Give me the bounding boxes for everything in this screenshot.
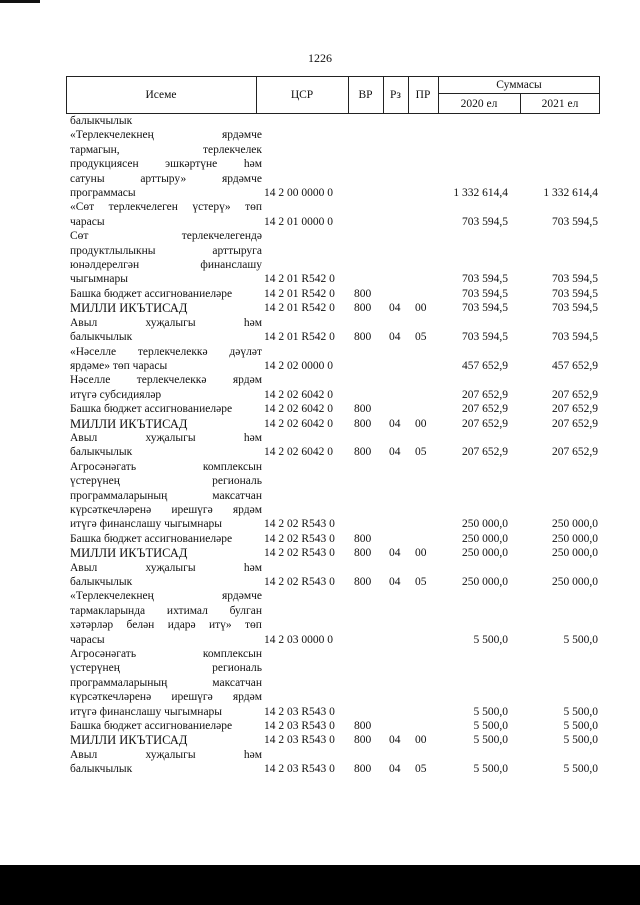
- row-vr: 800: [354, 576, 372, 588]
- row-name-line: Агросәнәгать комплексын: [70, 648, 262, 661]
- row-name-line: чыгымнары: [70, 273, 128, 286]
- row-code: 14 2 02 6042 0: [264, 403, 333, 416]
- row-value-2020: 1 332 614,4: [453, 187, 508, 200]
- row-rz: 04: [389, 547, 401, 560]
- row-name: [66, 561, 262, 590]
- row-code: 14 2 01 R542 0: [264, 273, 335, 286]
- row-name-line: тармагын, терлекчелек: [70, 143, 262, 156]
- row-vr: 800: [354, 734, 372, 747]
- row-vr: 800: [354, 532, 372, 545]
- row-name-line: ярдәме» төп чарасы: [70, 359, 168, 372]
- table-row: [66, 316, 600, 345]
- row-rz: 04: [389, 331, 401, 344]
- row-name: [66, 431, 262, 460]
- row-code: 14 2 01 R542 0: [264, 331, 335, 344]
- row-name-line: «Терлекчелекнең ярдәмче: [70, 590, 262, 603]
- row-name: [66, 316, 262, 345]
- row-value-2020: 703 594,5: [462, 215, 508, 228]
- row-vr: 800: [354, 547, 372, 560]
- row-name: [66, 301, 262, 315]
- row-value-2021: 703 594,5: [552, 287, 598, 300]
- row-vr: 800: [354, 446, 372, 459]
- row-vr: 800: [354, 720, 372, 733]
- table-row: [66, 373, 600, 402]
- table-body: [66, 114, 600, 777]
- row-pr: 05: [415, 576, 427, 588]
- row-name-line: сатуны арттыру» ярдәмче: [70, 172, 262, 185]
- row-pr: 05: [415, 763, 427, 776]
- row-name-line: күрсәткечләренә ирешүгә ярдәм: [70, 691, 262, 704]
- row-value-2021: 457 652,9: [552, 359, 598, 372]
- row-name-line: үстерүнең региональ: [70, 475, 262, 488]
- row-pr: 00: [415, 734, 427, 747]
- row-value-2020: 5 500,0: [473, 763, 508, 776]
- row-name: [66, 719, 262, 733]
- row-value-2021: 250 000,0: [552, 518, 598, 531]
- row-value-2021: 703 594,5: [552, 302, 598, 315]
- row-name: [66, 229, 262, 287]
- row-code: 14 2 03 0000 0: [264, 633, 333, 646]
- row-value-2020: 207 652,9: [462, 446, 508, 459]
- table-row: [66, 733, 600, 747]
- row-value-2020: 207 652,9: [462, 403, 508, 416]
- row-name-line: МИЛЛИ ИКЪТИСАД: [70, 416, 188, 431]
- row-value-2020: 5 500,0: [473, 734, 508, 747]
- table-row: [66, 532, 600, 546]
- header-vr: ВР: [358, 89, 373, 101]
- row-rz: 04: [389, 302, 401, 315]
- row-code: 14 2 02 6042 0: [264, 388, 333, 401]
- row-value-2021: 703 594,5: [552, 215, 598, 228]
- row-name-line: үстерүнең региональ: [70, 662, 262, 675]
- row-name-line: итүгә финанслашу чыгымнары: [70, 705, 223, 718]
- row-value-2021: 5 500,0: [563, 633, 598, 646]
- row-value-2020: 5 500,0: [473, 720, 508, 733]
- row-code: 14 2 02 R543 0: [264, 518, 335, 531]
- row-name-line: «Терлекчелекнең ярдәмче: [70, 129, 262, 142]
- header-name: Исеме: [145, 89, 177, 101]
- row-value-2020: 703 594,5: [462, 302, 508, 315]
- bottom-scan-edge: [0, 865, 640, 905]
- row-name: [66, 589, 262, 647]
- row-rz: 04: [389, 576, 401, 588]
- row-value-2020: 5 500,0: [473, 633, 508, 646]
- page-number: 1226: [308, 51, 332, 65]
- row-value-2021: 207 652,9: [552, 403, 598, 416]
- row-vr: 800: [354, 331, 372, 344]
- row-name-line: «Сөт терлекчелеген үстерү» төп: [70, 201, 262, 214]
- table-row: [66, 748, 600, 777]
- row-name-line: юнәлдерелгән финанслашу: [70, 259, 262, 272]
- row-name-line: тармакларында ихтимал булган: [70, 604, 262, 617]
- table-row: [66, 287, 600, 301]
- row-code: 14 2 02 R543 0: [264, 547, 335, 560]
- row-name-line: продукциясен эшкәртүне һәм: [70, 158, 262, 171]
- row-name-line: МИЛЛИ ИКЪТИСАД: [70, 733, 188, 748]
- row-value-2021: 250 000,0: [552, 532, 598, 545]
- row-value-2020: 5 500,0: [473, 705, 508, 718]
- row-name-line: Башка бюджет ассигнованиеләре: [70, 532, 233, 545]
- row-value-2021: 1 332 614,4: [543, 187, 598, 200]
- row-name-line: Сөт терлекчелегендә: [70, 230, 262, 243]
- header-year-2020: 2020 ел: [460, 97, 498, 110]
- table-row: [66, 719, 600, 733]
- row-name-line: хәтәрләр белән идарә итү» төп: [70, 619, 262, 632]
- header-year-2021: 2021 ел: [541, 97, 579, 110]
- row-name: [66, 647, 262, 719]
- row-code: 14 2 02 6042 0: [264, 417, 333, 430]
- row-name: [66, 373, 262, 402]
- row-value-2020: 457 652,9: [462, 359, 508, 372]
- row-pr: 00: [415, 417, 427, 430]
- row-name: [66, 200, 262, 229]
- row-code: 14 2 01 R542 0: [264, 287, 335, 300]
- row-name-line: балыкчылык: [70, 446, 133, 459]
- table-row: [66, 200, 600, 229]
- row-name-line: чарасы: [70, 633, 105, 646]
- row-name-line: балыкчылык: [70, 763, 133, 776]
- row-code: 14 2 03 R543 0: [264, 763, 335, 776]
- row-code: 14 2 00 0000 0: [264, 187, 333, 200]
- row-pr: 00: [415, 547, 427, 560]
- header-rz: Рз: [390, 89, 401, 101]
- row-code: 14 2 02 6042 0: [264, 446, 333, 459]
- row-value-2021: 5 500,0: [563, 734, 598, 747]
- header-code: ЦСР: [290, 89, 314, 101]
- row-value-2021: 5 500,0: [563, 763, 598, 776]
- row-name: [66, 546, 262, 560]
- row-value-2020: 250 000,0: [462, 518, 508, 531]
- row-vr: 800: [354, 403, 372, 416]
- row-vr: 800: [354, 417, 372, 430]
- row-code: 14 2 02 0000 0: [264, 359, 333, 372]
- row-vr: 800: [354, 763, 372, 776]
- row-name-line: балыкчылык: [70, 576, 133, 588]
- row-value-2021: 207 652,9: [552, 417, 598, 430]
- row-name-line: программаларының максатчан: [70, 489, 262, 502]
- row-rz: 04: [389, 446, 401, 459]
- row-code: 14 2 02 R543 0: [264, 532, 335, 545]
- row-value-2020: 703 594,5: [462, 273, 508, 286]
- row-value-2020: 250 000,0: [462, 547, 508, 560]
- row-name: [66, 287, 262, 301]
- row-vr: 800: [354, 302, 372, 315]
- row-code: 14 2 03 R543 0: [264, 705, 335, 718]
- row-name-line: программаларының максатчан: [70, 676, 262, 689]
- table-row: [66, 561, 600, 590]
- row-value-2021: 5 500,0: [563, 705, 598, 718]
- row-name-line: Агросәнәгать комплексын: [70, 460, 262, 473]
- row-name: [66, 733, 262, 747]
- row-value-2021: 207 652,9: [552, 446, 598, 459]
- row-code: 14 2 01 0000 0: [264, 215, 333, 228]
- row-pr: 05: [415, 331, 427, 344]
- row-code: 14 2 02 R543 0: [264, 576, 335, 588]
- row-value-2020: 207 652,9: [462, 417, 508, 430]
- row-name-line: итүгә субсидияләр: [70, 388, 162, 401]
- row-pr: 00: [415, 302, 427, 315]
- row-name-line: балыкчылык: [70, 115, 133, 127]
- row-name-line: Авыл хуҗалыгы һәм: [70, 431, 262, 444]
- row-value-2021: 703 594,5: [552, 273, 598, 286]
- row-value-2021: 703 594,5: [552, 331, 598, 344]
- table-row: [66, 114, 600, 128]
- table-row: [66, 431, 600, 460]
- row-name-line: Башка бюджет ассигнованиеләре: [70, 403, 233, 416]
- row-name-line: Башка бюджет ассигнованиеләре: [70, 720, 233, 733]
- row-name: [66, 114, 262, 128]
- row-value-2021: 5 500,0: [563, 720, 598, 733]
- row-name: [66, 417, 262, 431]
- row-name: [66, 748, 262, 777]
- table-row: [66, 417, 600, 431]
- row-rz: 04: [389, 734, 401, 747]
- row-value-2020: 250 000,0: [462, 532, 508, 545]
- row-rz: 04: [389, 417, 401, 430]
- table-row: [66, 301, 600, 315]
- row-name-line: Авыл хуҗалыгы һәм: [70, 748, 262, 761]
- table-row: [66, 345, 600, 374]
- row-name-line: продуктлылыкны арттыруга: [70, 244, 262, 257]
- row-rz: 04: [389, 763, 401, 776]
- row-name-line: балыкчылык: [70, 331, 133, 344]
- row-value-2020: 703 594,5: [462, 287, 508, 300]
- row-value-2021: 250 000,0: [552, 547, 598, 560]
- row-value-2020: 207 652,9: [462, 388, 508, 401]
- row-value-2020: 703 594,5: [462, 331, 508, 344]
- row-code: 14 2 03 R543 0: [264, 734, 335, 747]
- row-name-line: Нәселле терлекчелеккә ярдәм: [70, 374, 262, 387]
- top-rule: [0, 0, 40, 3]
- row-name-line: күрсәткечләренә ирешүгә ярдәм: [70, 503, 262, 516]
- table-header: [66, 76, 600, 114]
- row-name: [66, 532, 262, 546]
- table-row: [66, 589, 600, 647]
- row-value-2021: 250 000,0: [552, 576, 598, 588]
- row-pr: 05: [415, 446, 427, 459]
- row-code: 14 2 01 R542 0: [264, 302, 335, 315]
- row-name-line: Башка бюджет ассигнованиеләре: [70, 287, 233, 300]
- row-name-line: МИЛЛИ ИКЪТИСАД: [70, 546, 188, 561]
- row-name-line: «Нәселле терлекчелеккә дәүләт: [70, 345, 262, 358]
- table-row: [66, 647, 600, 719]
- row-code: 14 2 03 R543 0: [264, 720, 335, 733]
- header-pr: ПР: [415, 89, 431, 101]
- table-row: [66, 460, 600, 532]
- row-name-line: Авыл хуҗалыгы һәм: [70, 316, 262, 329]
- table-row: [66, 128, 600, 200]
- row-name-line: программасы: [70, 187, 136, 200]
- row-vr: 800: [354, 287, 372, 300]
- table-row: [66, 546, 600, 560]
- row-name: [66, 345, 262, 374]
- row-name: [66, 402, 262, 416]
- row-name-line: чарасы: [70, 215, 105, 228]
- row-name-line: Авыл хуҗалыгы һәм: [70, 561, 262, 574]
- row-value-2021: 207 652,9: [552, 388, 598, 401]
- row-value-2020: 250 000,0: [462, 576, 508, 588]
- row-name: [66, 128, 262, 200]
- row-name: [66, 460, 262, 532]
- header-sums: Суммасы: [496, 79, 542, 91]
- row-name-line: итүгә финанслашу чыгымнары: [70, 518, 223, 531]
- table-row: [66, 402, 600, 416]
- table-row: [66, 229, 600, 287]
- row-name-line: МИЛЛИ ИКЪТИСАД: [70, 301, 188, 316]
